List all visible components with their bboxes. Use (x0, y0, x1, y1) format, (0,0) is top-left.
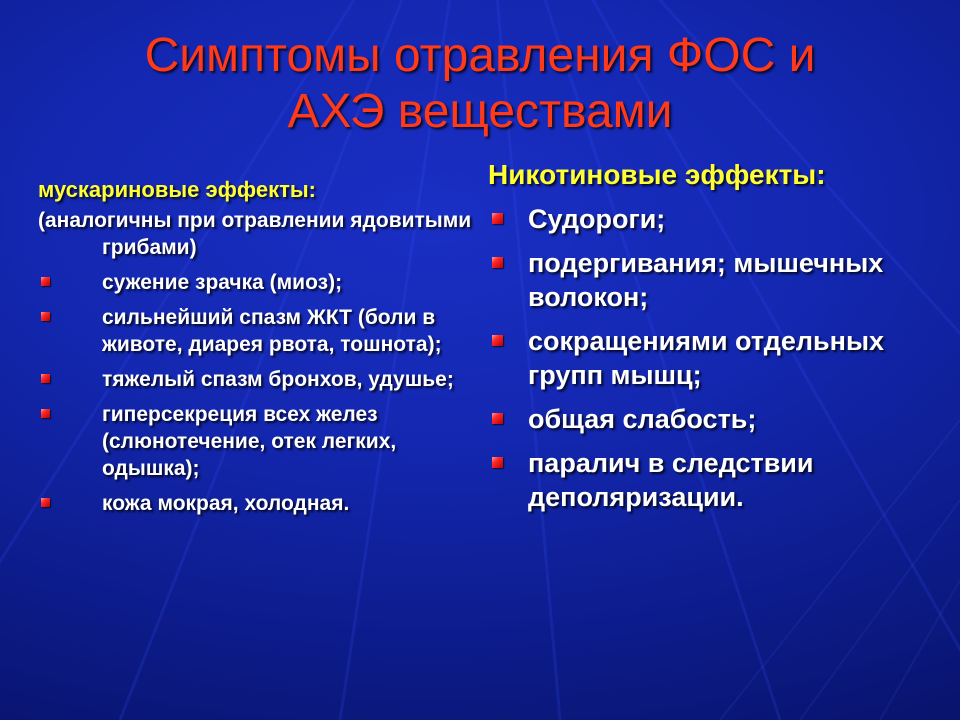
list-item-text: Судороги; (528, 204, 666, 234)
list-item (38, 269, 478, 296)
square-bullet-icon (492, 257, 503, 268)
square-bullet-icon (41, 374, 50, 383)
list-item-text: подергивания; мышечных волокон; (528, 248, 884, 312)
square-bullet-icon (41, 409, 50, 418)
list-item-text: тяжелый спазм бронхов, удушье; (102, 368, 454, 391)
list-item (488, 202, 928, 236)
square-bullet-icon (41, 277, 50, 286)
list-item (38, 401, 478, 482)
muscarinic-note: (аналогичны при отравлении ядовитыми грибами) (38, 209, 472, 259)
nicotinic-heading: Никотиновые эффекты: (488, 159, 826, 190)
list-item (488, 446, 928, 514)
list-item-text: гиперсекреция всех желез (слюнотечение, отек легких, одышка); (102, 403, 397, 480)
square-bullet-icon (492, 335, 503, 346)
square-bullet-icon (492, 213, 503, 224)
square-bullet-icon (492, 457, 503, 468)
list-item (488, 402, 928, 436)
muscarinic-heading: мускариновые эффекты: (38, 177, 316, 202)
title-line-1: Симптомы отравления ФОС и (144, 29, 816, 82)
list-item (38, 366, 478, 393)
square-bullet-icon (492, 413, 503, 424)
list-item-text: общая слабость; (528, 404, 757, 434)
list-item-text: сужение зрачка (миоз); (102, 271, 343, 294)
muscarinic-column (38, 176, 478, 517)
list-item (38, 490, 478, 517)
list-item-text: сильнейший спазм ЖКТ (боли в животе, диарея рвота, тошнота); (102, 306, 442, 356)
list-item-text: паралич в следствии деполяризации. (528, 448, 814, 512)
title-line-2: АХЭ веществами (287, 85, 673, 138)
square-bullet-icon (41, 498, 50, 507)
list-item (38, 304, 478, 358)
list-item-text: сокращениями отдельных групп мышц; (528, 326, 885, 390)
list-item (488, 324, 928, 392)
slide-title (0, 28, 960, 140)
list-item (488, 246, 928, 314)
nicotinic-column (488, 158, 928, 514)
square-bullet-icon (41, 312, 50, 321)
list-item-text: кожа мокрая, холодная. (102, 492, 350, 515)
